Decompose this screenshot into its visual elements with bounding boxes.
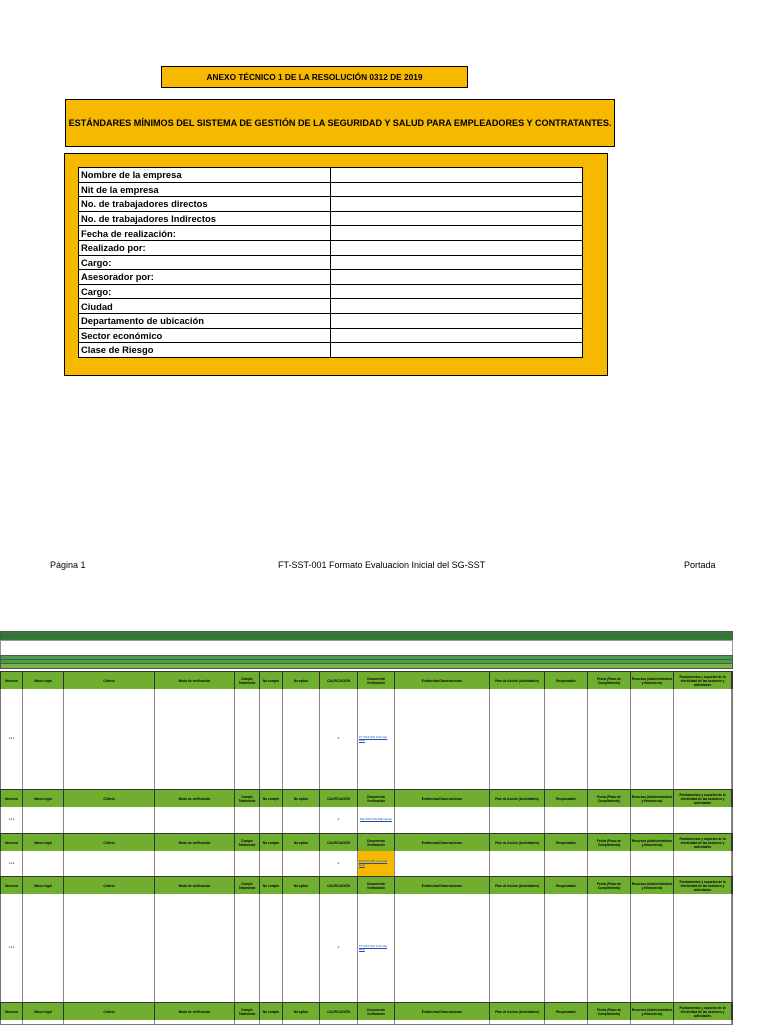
sheet-cell xyxy=(545,1020,588,1024)
annex-title: ANEXO TÉCNICO 1 DE LA RESOLUCIÓN 0312 DE 2019 xyxy=(161,66,468,88)
sheet-header-cell: Modo de verificación xyxy=(155,790,235,808)
sheet-score: 0 xyxy=(320,851,358,876)
sheet-cell xyxy=(358,1020,395,1024)
sheet-header-cell: CALIFICACIÓN xyxy=(320,877,358,895)
form-value[interactable] xyxy=(331,313,583,328)
sheet-cell xyxy=(283,851,320,876)
sheet-cell xyxy=(588,689,631,789)
sheet-cell xyxy=(545,894,588,1002)
sheet-header-cell: Cumple Totalmente xyxy=(235,1003,260,1021)
sheet-cell xyxy=(155,689,235,789)
sheet-header-cell: Numeral xyxy=(1,1003,23,1021)
sheet-header-cell: Cumple Totalmente xyxy=(235,672,260,690)
form-row xyxy=(79,299,583,314)
sheet-header-cell: Numeral xyxy=(1,877,23,895)
sheet-cell xyxy=(631,1020,674,1024)
sheet-header-cell: No aplica xyxy=(283,672,320,690)
sheet-cell xyxy=(320,1020,358,1024)
sheet-cell xyxy=(588,894,631,1002)
sheet-header-row xyxy=(0,1002,733,1022)
sheet-header-cell: Numeral xyxy=(1,790,23,808)
sheet-cell xyxy=(260,689,283,789)
sheet-header-cell: No aplica xyxy=(283,877,320,895)
sheet-cell xyxy=(395,807,490,833)
sheet-cell xyxy=(1,1020,23,1024)
sheet-cell xyxy=(490,689,545,789)
sheet-cell xyxy=(23,1020,64,1024)
sheet-header-cell: Responsable xyxy=(545,877,588,895)
sheet-cell xyxy=(283,894,320,1002)
company-info-table xyxy=(78,167,583,358)
sheet-cell xyxy=(358,689,395,789)
sheet-header-cell: Recursos (Administrativos y financieros) xyxy=(631,790,674,808)
form-row xyxy=(79,284,583,299)
sheet-cell xyxy=(545,689,588,789)
form-row xyxy=(79,211,583,226)
sheet-header-cell: Evidencias/Observaciones xyxy=(395,877,490,895)
form-label: Departamento de ubicación xyxy=(79,313,331,328)
standards-subtitle: ESTÁNDARES MÍNIMOS DEL SISTEMA DE GESTIÓN DE LA SEGURIDAD Y SALUD PARA EMPLEADORES Y CONTRATANTES. xyxy=(65,99,615,147)
sheet-cell xyxy=(260,851,283,876)
sheet-cell xyxy=(395,851,490,876)
sheet-header-cell: Plan de Acción (Actividades) xyxy=(490,790,545,808)
form-value[interactable] xyxy=(331,168,583,183)
sheet-cell xyxy=(155,807,235,833)
sheet-header-cell: Marco legal xyxy=(23,1003,64,1021)
sheet-cell xyxy=(64,894,155,1002)
sheet-header-cell: Documento Verificación xyxy=(358,1003,395,1021)
sheet-header-row xyxy=(0,833,733,853)
sheet-header-cell: Criterio xyxy=(64,834,155,852)
form-label: Cargo: xyxy=(79,284,331,299)
sheet-header-cell: Responsable xyxy=(545,672,588,690)
sheet-cell xyxy=(283,689,320,789)
sheet-header-cell: Documento Verificación xyxy=(358,877,395,895)
sheet-cell xyxy=(588,1020,631,1024)
form-value[interactable] xyxy=(331,328,583,343)
sheet-cell xyxy=(395,1020,490,1024)
sheet-header-cell: Plan de Acción (Actividades) xyxy=(490,877,545,895)
sheet-data-row xyxy=(0,807,733,834)
sheet-cell xyxy=(395,894,490,1002)
sheet-instructions-band xyxy=(0,640,733,656)
sheet-cell xyxy=(283,807,320,833)
sheet-cell xyxy=(64,1020,155,1024)
company-info-panel xyxy=(64,153,608,376)
sheet-data-row xyxy=(0,894,733,1003)
sheet-header-cell: No aplica xyxy=(283,834,320,852)
sheet-cell xyxy=(395,689,490,789)
form-value[interactable] xyxy=(331,299,583,314)
sheet-cell xyxy=(490,1020,545,1024)
sheet-header-cell: Modo de verificación xyxy=(155,877,235,895)
sheet-numeral: 1.1.1 xyxy=(1,689,23,789)
sheet-header-cell: Numeral xyxy=(1,834,23,852)
form-row xyxy=(79,197,583,212)
sheet-header-cell: Fundamentos y soportes de la efectividad de las acciones y actividades xyxy=(674,834,732,852)
sheet-cell xyxy=(155,894,235,1002)
sheet-header-cell: Responsable xyxy=(545,1003,588,1021)
sheet-cell xyxy=(631,689,674,789)
sheet-header-cell: Evidencias/Observaciones xyxy=(395,672,490,690)
sheet-header-cell: Responsable xyxy=(545,834,588,852)
sheet-header-cell: Modo de verificación xyxy=(155,672,235,690)
page-number: Página 1 xyxy=(50,560,86,570)
sheet-cell xyxy=(23,851,64,876)
form-value[interactable] xyxy=(331,211,583,226)
sheet-header-cell: Fecha (Plazo de Cumplimiento) xyxy=(588,672,631,690)
sheet-cell xyxy=(64,851,155,876)
form-label: Nombre de la empresa xyxy=(79,168,331,183)
sheet-cell xyxy=(235,894,260,1002)
sheet-header-cell: Criterio xyxy=(64,1003,155,1021)
sheet-header-cell: Marco legal xyxy=(23,877,64,895)
form-value[interactable] xyxy=(331,240,583,255)
sheet-score: 0 xyxy=(320,894,358,1002)
sheet-header-cell: Marco legal xyxy=(23,834,64,852)
sheet-header-row xyxy=(0,876,733,896)
sheet-cell xyxy=(358,807,395,833)
sheet-header-cell: Modo de verificación xyxy=(155,1003,235,1021)
sheet-cell xyxy=(235,1020,260,1024)
sheet-header-cell: Cumple Totalmente xyxy=(235,834,260,852)
sheet-cell xyxy=(358,851,395,876)
form-label: No. de trabajadores Indirectos xyxy=(79,211,331,226)
sheet-cell xyxy=(23,894,64,1002)
sheet-cell xyxy=(155,851,235,876)
form-label: Nit de la empresa xyxy=(79,182,331,197)
sheet-cell xyxy=(490,807,545,833)
form-value[interactable] xyxy=(331,197,583,212)
sheet-header-cell: CALIFICACIÓN xyxy=(320,834,358,852)
sheet-cell xyxy=(490,894,545,1002)
sheet-cell xyxy=(674,1020,732,1024)
form-row xyxy=(79,240,583,255)
sheet-header-cell: Plan de Acción (Actividades) xyxy=(490,834,545,852)
verification-document-link[interactable]: FT-SST-001 Formato Eval xyxy=(359,943,388,951)
sheet-header-cell: Evidencias/Observaciones xyxy=(395,834,490,852)
sheet-cell xyxy=(545,851,588,876)
sheet-header-cell: No cumple xyxy=(260,672,283,690)
sheet-data-row xyxy=(0,851,733,877)
sheet-header-cell: Fecha (Plazo de Cumplimiento) xyxy=(588,790,631,808)
sheet-header-row xyxy=(0,789,733,809)
sheet-header-cell: Fundamentos y soportes de la efectividad de las acciones y actividades xyxy=(674,790,732,808)
sheet-header-cell: Recursos (Administrativos y financieros) xyxy=(631,672,674,690)
form-label: No. de trabajadores directos xyxy=(79,197,331,212)
sheet-header-cell: Cumple Totalmente xyxy=(235,877,260,895)
sheet-cell xyxy=(631,894,674,1002)
form-label: Clase de Riesgo xyxy=(79,343,331,358)
verification-document-link[interactable]: FT-SST-001 Formato Eval xyxy=(359,859,388,867)
sheet-header-cell: Recursos (Administrativos y financieros) xyxy=(631,834,674,852)
sheet-cell xyxy=(631,851,674,876)
evaluation-sheet-preview xyxy=(0,631,733,1024)
sheet-header-cell: Criterio xyxy=(64,790,155,808)
sheet-cell xyxy=(23,689,64,789)
sheet-header-cell: Plan de Acción (Actividades) xyxy=(490,1003,545,1021)
sheet-cell xyxy=(674,851,732,876)
sheet-numeral: 1.1.2 xyxy=(1,807,23,833)
sheet-name: Portada xyxy=(684,560,716,570)
form-label: Fecha de realización: xyxy=(79,226,331,241)
sheet-cell xyxy=(588,851,631,876)
form-label: Realizado por: xyxy=(79,240,331,255)
verification-document-link[interactable]: MA-SST-001 Manual de xyxy=(359,817,392,822)
form-value[interactable] xyxy=(331,270,583,285)
sheet-header-cell: Marco legal xyxy=(23,790,64,808)
sheet-header-cell: CALIFICACIÓN xyxy=(320,790,358,808)
verification-document-link[interactable]: FT-SST-001 Formato Eval xyxy=(359,734,388,742)
form-row xyxy=(79,313,583,328)
sheet-cell xyxy=(235,851,260,876)
form-row xyxy=(79,182,583,197)
sheet-header-cell: Numeral xyxy=(1,672,23,690)
form-value[interactable] xyxy=(331,343,583,358)
sheet-numeral: 1.1.4 xyxy=(1,894,23,1002)
sheet-header-cell: No aplica xyxy=(283,790,320,808)
form-value[interactable] xyxy=(331,226,583,241)
sheet-header-cell: Recursos (Administrativos y financieros) xyxy=(631,1003,674,1021)
sheet-header-cell: Documento Verificación xyxy=(358,834,395,852)
sheet-cell xyxy=(631,807,674,833)
sheet-cell xyxy=(235,807,260,833)
sheet-cell xyxy=(235,689,260,789)
form-value[interactable] xyxy=(331,284,583,299)
sheet-header-cell: Evidencias/Observaciones xyxy=(395,1003,490,1021)
sheet-header-row xyxy=(0,671,733,691)
sheet-header-cell: Plan de Acción (Actividades) xyxy=(490,672,545,690)
sheet-cell xyxy=(545,807,588,833)
form-row xyxy=(79,343,583,358)
sheet-header-cell: Documento Verificación xyxy=(358,672,395,690)
sheet-header-cell: Marco legal xyxy=(23,672,64,690)
sheet-cell xyxy=(260,894,283,1002)
document-title: FT-SST-001 Formato Evaluacion Inicial del SG-SST xyxy=(278,560,486,570)
sheet-header-cell: No cumple xyxy=(260,877,283,895)
form-value[interactable] xyxy=(331,255,583,270)
sheet-cell xyxy=(358,894,395,1002)
sheet-header-cell: Fecha (Plazo de Cumplimiento) xyxy=(588,877,631,895)
sheet-cell xyxy=(23,807,64,833)
sheet-header-cell: Recursos (Administrativos y financieros) xyxy=(631,877,674,895)
sheet-resources-band xyxy=(0,663,733,669)
sheet-header-cell: Fecha (Plazo de Cumplimiento) xyxy=(588,834,631,852)
sheet-header-cell: No aplica xyxy=(283,1003,320,1021)
sheet-cell xyxy=(674,689,732,789)
sheet-cell xyxy=(674,894,732,1002)
form-label: Sector económico xyxy=(79,328,331,343)
sheet-cell xyxy=(260,807,283,833)
sheet-score: 0 xyxy=(320,689,358,789)
sheet-header-cell: Criterio xyxy=(64,877,155,895)
sheet-cell xyxy=(260,1020,283,1024)
form-row xyxy=(79,255,583,270)
form-row xyxy=(79,270,583,285)
sheet-header-cell: Evidencias/Observaciones xyxy=(395,790,490,808)
sheet-data-row xyxy=(0,1020,733,1025)
sheet-cell xyxy=(155,1020,235,1024)
sheet-header-cell: No cumple xyxy=(260,834,283,852)
sheet-header-cell: Fecha (Plazo de Cumplimiento) xyxy=(588,1003,631,1021)
sheet-cell xyxy=(64,689,155,789)
form-row xyxy=(79,226,583,241)
sheet-header-cell: CALIFICACIÓN xyxy=(320,672,358,690)
sheet-header-cell: Cumple Totalmente xyxy=(235,790,260,808)
sheet-cell xyxy=(588,807,631,833)
sheet-header-cell: Modo de verificación xyxy=(155,834,235,852)
sheet-header-cell: No cumple xyxy=(260,790,283,808)
sheet-header-cell: Criterio xyxy=(64,672,155,690)
sheet-score: 0 xyxy=(320,807,358,833)
sheet-cell xyxy=(674,807,732,833)
sheet-header-cell: Fundamentos y soportes de la efectividad de las acciones y actividades xyxy=(674,1003,732,1021)
sheet-header-cell: Fundamentos y soportes de la efectividad de las acciones y actividades xyxy=(674,877,732,895)
form-label: Asesorador por: xyxy=(79,270,331,285)
sheet-header-cell: Responsable xyxy=(545,790,588,808)
form-label: Ciudad xyxy=(79,299,331,314)
sheet-cell xyxy=(490,851,545,876)
sheet-header-cell: CALIFICACIÓN xyxy=(320,1003,358,1021)
form-row xyxy=(79,328,583,343)
sheet-cell xyxy=(283,1020,320,1024)
sheet-header-cell: No cumple xyxy=(260,1003,283,1021)
sheet-header-cell: Documento Verificación xyxy=(358,790,395,808)
sheet-data-row xyxy=(0,689,733,790)
sheet-header-cell: Fundamentos y soportes de la efectividad de las acciones y actividades xyxy=(674,672,732,690)
form-value[interactable] xyxy=(331,182,583,197)
sheet-numeral: 1.1.3 xyxy=(1,851,23,876)
form-row xyxy=(79,168,583,183)
sheet-cell xyxy=(64,807,155,833)
form-label: Cargo: xyxy=(79,255,331,270)
